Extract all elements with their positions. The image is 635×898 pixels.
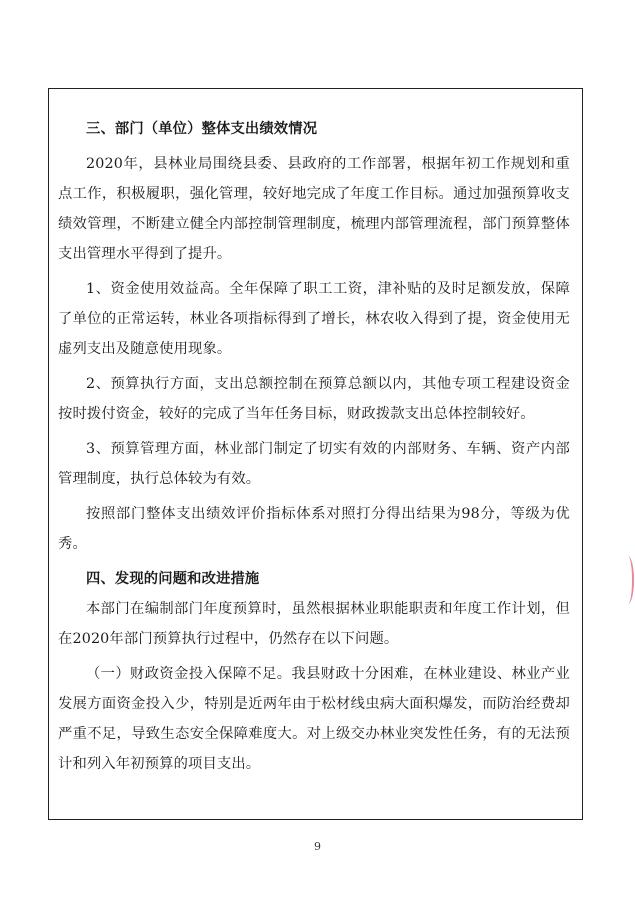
document-body <box>58 114 570 779</box>
seal-edge-mark <box>622 556 634 604</box>
paragraph-problems-intro: 本部门在编制部门年度预算时，虽然根据林业职能职责和年度工作计划，但在2020年部门预算执行过程中，仍然存在以下问题。 <box>58 601 570 647</box>
paragraph-item-1: 1、资金使用效益高。全年保障了职工工资，津补贴的及时足额发放，保障了单位的正常运转，林业各项指标得到了增长，林农收入得到了提，资金使用无虚列支出及随意使用现象。 <box>58 281 570 357</box>
paragraph-score: 按照部门整体支出绩效评价指标体系对照打分得出结果为98分，等级为优秀。 <box>58 506 570 552</box>
paragraph-item-3: 3、预算管理方面，林业部门制定了切实有效的内部财务、车辆、资产内部管理制度，执行总体较为有效。 <box>58 441 570 487</box>
paragraph-item-2: 2、预算执行方面，支出总额控制在预算总额以内，其他专项工程建设资金按时拨付资金，较好的完成了当年任务目标，财政拨款支出总体控制较好。 <box>58 376 570 422</box>
section-heading-3: 三、部门（单位）整体支出绩效情况 <box>86 121 318 137</box>
paragraph-overview: 2020年，县林业局围绕县委、县政府的工作部署，根据年初工作规划和重点工作，积极履职，强化管理，较好地完成了年度工作目标。通过加强预算收支绩效管理，不断建立健全内部控制管理制度，梳理内部管理流程，部门预算整体支出管理水平得到了提升。 <box>58 156 570 262</box>
paragraph-problem-1: （一）财政资金投入保障不足。我县财政十分困难，在林业建设、林业产业发展方面资金投入少，特别是近两年由于松材线虫病大面积爆发，而防治经费却严重不足，导致生态安全保障难度大。对上级交办林业突发性任务，有的无法预计和列入年初预算的项目支出。 <box>58 666 570 772</box>
section-heading-4: 四、发现的问题和改进措施 <box>86 571 260 587</box>
page-number: 9 <box>314 840 321 853</box>
